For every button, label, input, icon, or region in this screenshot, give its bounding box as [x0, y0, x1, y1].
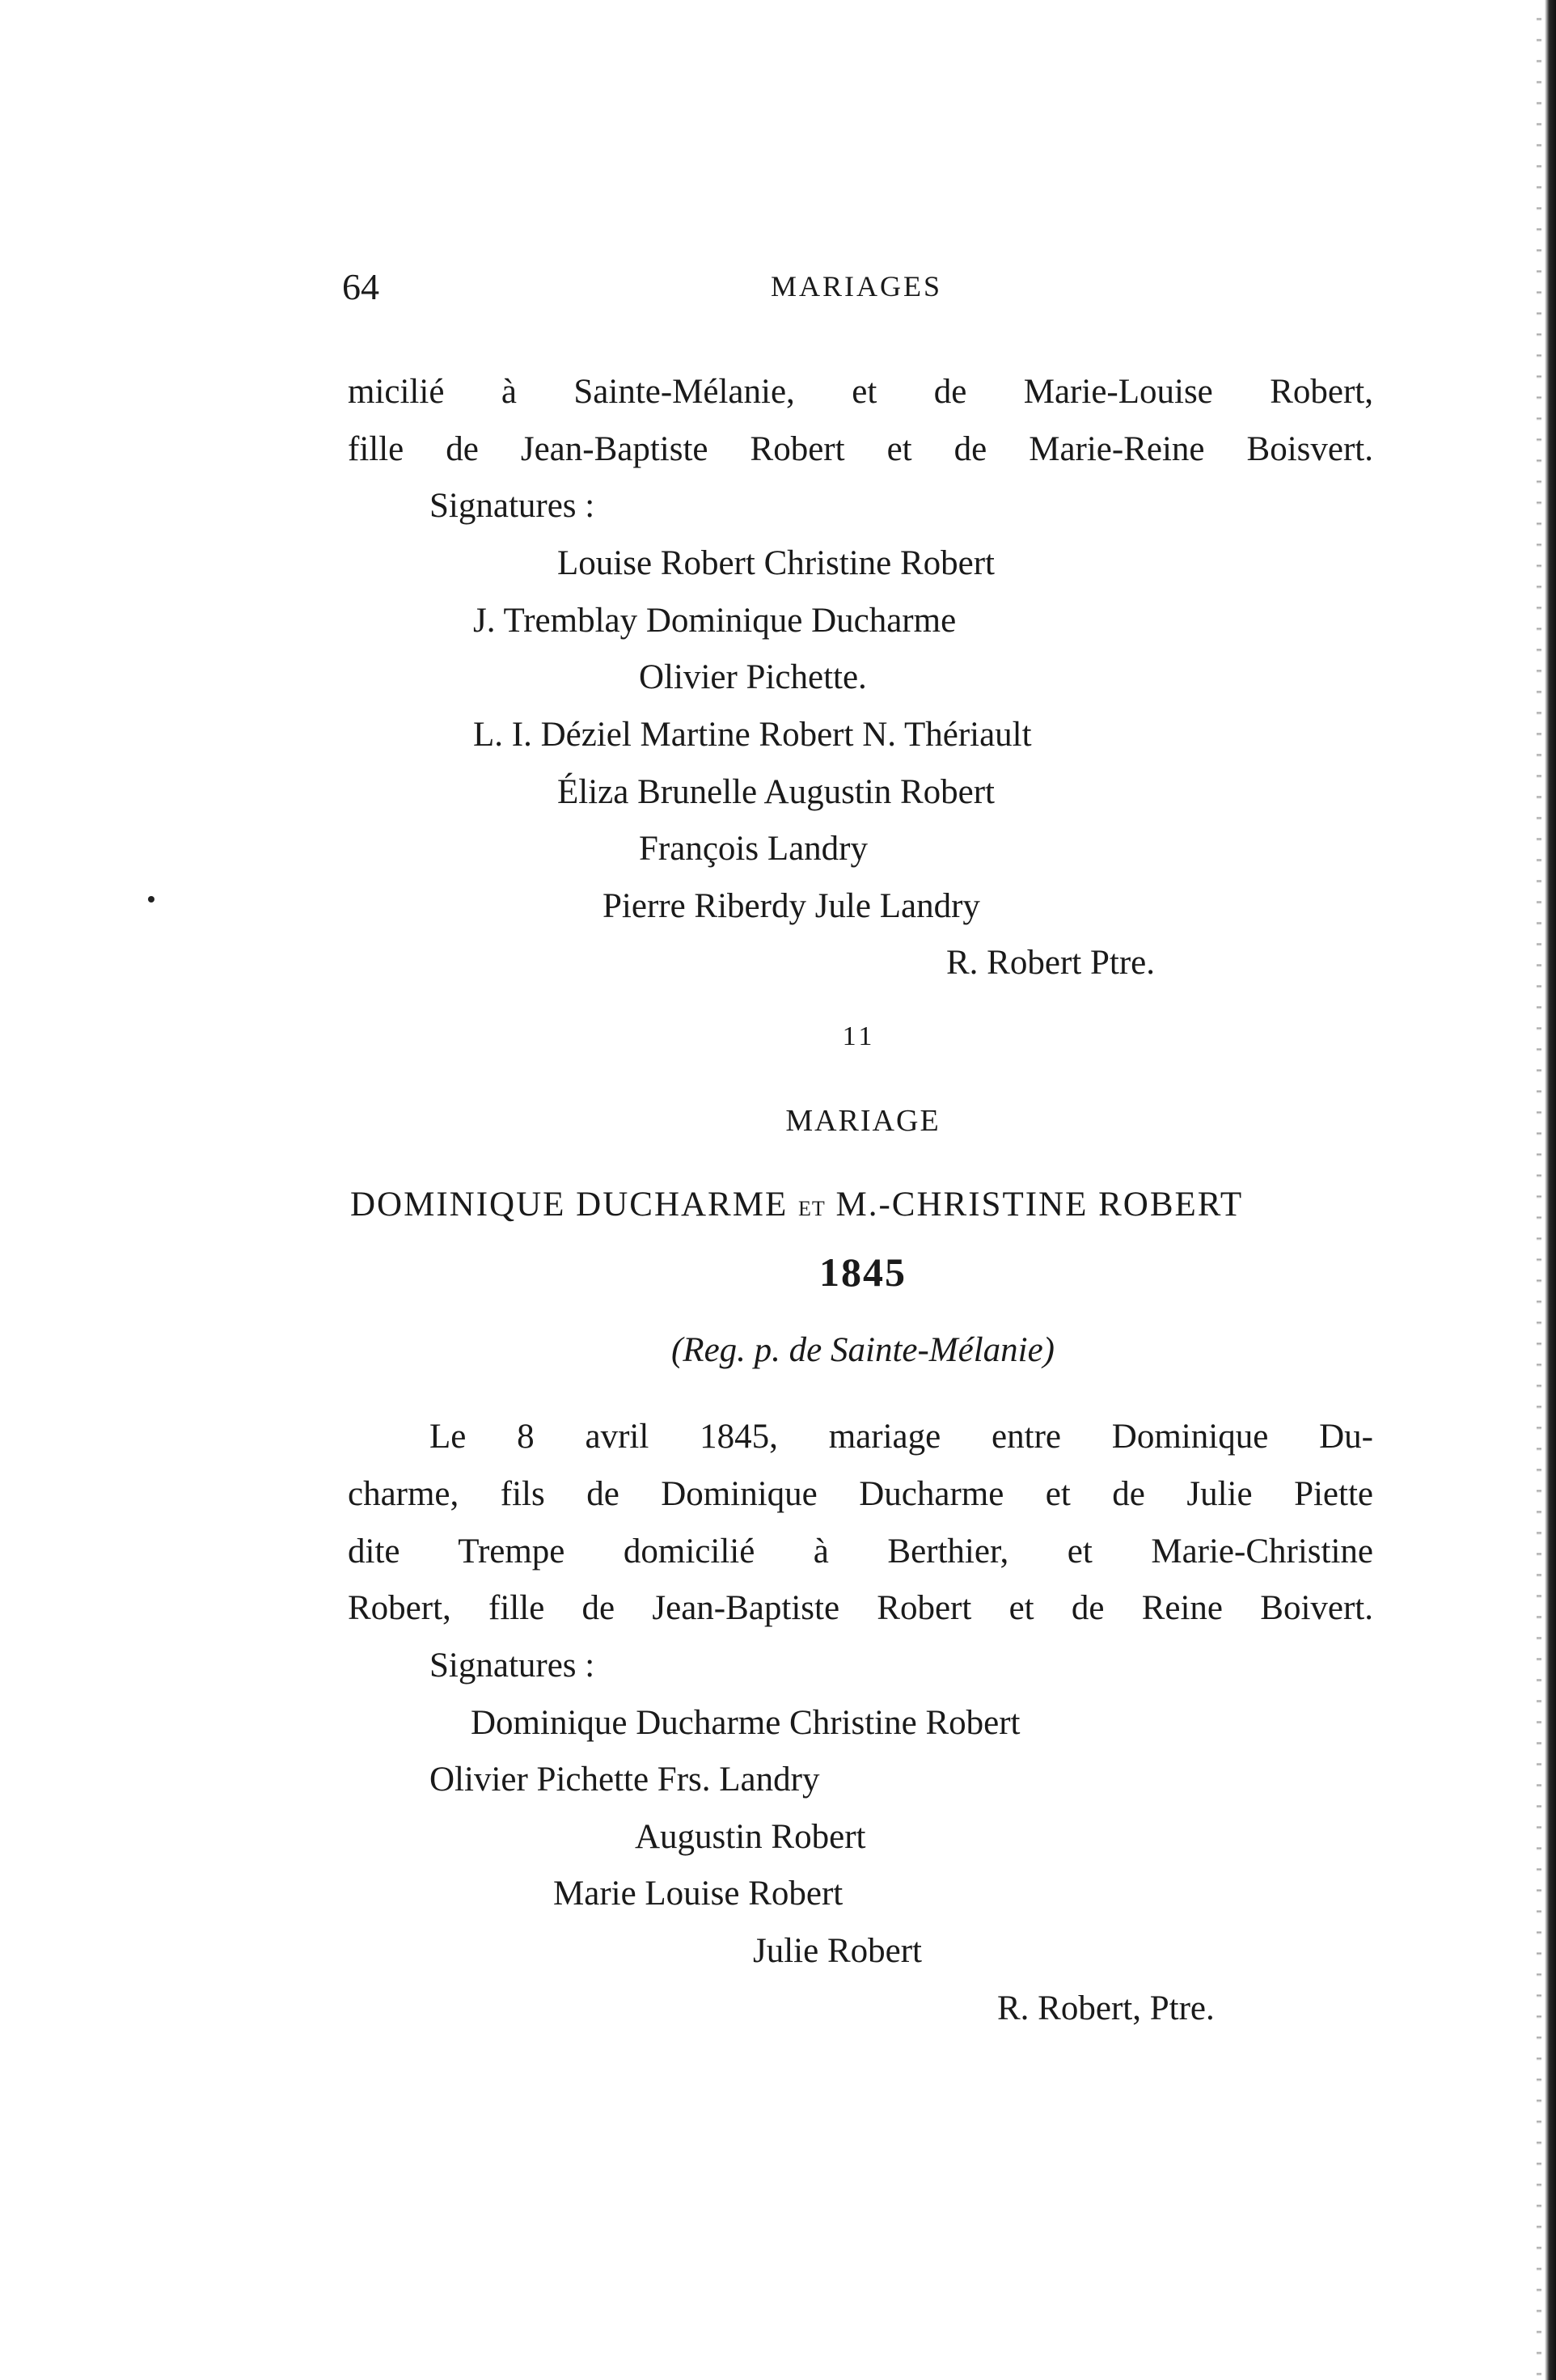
entry10-signature-7: Pierre Riberdy Jule Landry [603, 887, 980, 925]
entry10-signature-1: Louise Robert Christine Robert [557, 544, 996, 582]
entry11-signature-6: R. Robert, Ptre. [997, 1989, 1215, 2027]
entry11-line-3: dite Trempe domicilié à Berthier, et Marie-Christine [348, 1532, 1373, 1570]
entry10-signature-3: Olivier Pichette. [639, 658, 867, 696]
entry10-signature-6: François Landry [639, 830, 869, 868]
entry11-signature-4: Marie Louise Robert [553, 1875, 844, 1913]
entry10-line-1: micilié à Sainte-Mélanie, et de Marie-Louise Robert, [348, 373, 1373, 411]
running-title: MARIAGES [771, 270, 943, 302]
entry10-signature-4: L. I. Déziel Martine Robert N. Thériault [473, 716, 1032, 754]
entry10-signature-8: R. Robert Ptre. [946, 944, 1155, 982]
entry10-signature-5: Éliza Brunelle Augustin Robert [557, 773, 995, 811]
page-number: 64 [342, 266, 379, 307]
marriage-year: 1845 [819, 1249, 907, 1295]
entry-number: 11 [842, 1021, 876, 1051]
entry11-line-1: Le 8 avril 1845, mariage entre Dominique Du- [429, 1418, 1373, 1456]
entry-heading: MARIAGE [785, 1104, 941, 1138]
entry11-signature-1: Dominique Ducharme Christine Robert [471, 1704, 1021, 1742]
conjunction: ET [797, 1197, 826, 1220]
entry10-signatures-label: Signatures : [429, 487, 595, 525]
bride-name: M.-CHRISTINE ROBERT [835, 1186, 1244, 1224]
couple-heading [350, 1187, 1243, 1222]
entry11-line-4: Robert, fille de Jean-Baptiste Robert et de Reine Boivert. [348, 1589, 1373, 1627]
entry11-signature-2: Olivier Pichette Frs. Landry [429, 1761, 820, 1799]
entry11-line-2: charme, fils de Dominique Ducharme et de Julie Piette [348, 1475, 1373, 1513]
register-source: (Reg. p. de Sainte-Mélanie) [670, 1331, 1055, 1369]
page-edge-texture [1537, 0, 1541, 2380]
entry11-signature-3: Augustin Robert [635, 1818, 866, 1856]
entry10-line-2: fille de Jean-Baptiste Robert et de Marie-Reine Boisvert. [348, 430, 1373, 468]
page-edge-shadow [1545, 0, 1556, 2380]
entry11-signature-5: Julie Robert [753, 1932, 922, 1970]
entry11-signatures-label: Signatures : [429, 1647, 595, 1685]
ink-speck [148, 896, 154, 903]
entry10-signature-2: J. Tremblay Dominique Ducharme [473, 602, 957, 640]
groom-name: DOMINIQUE DUCHARME [350, 1186, 789, 1224]
